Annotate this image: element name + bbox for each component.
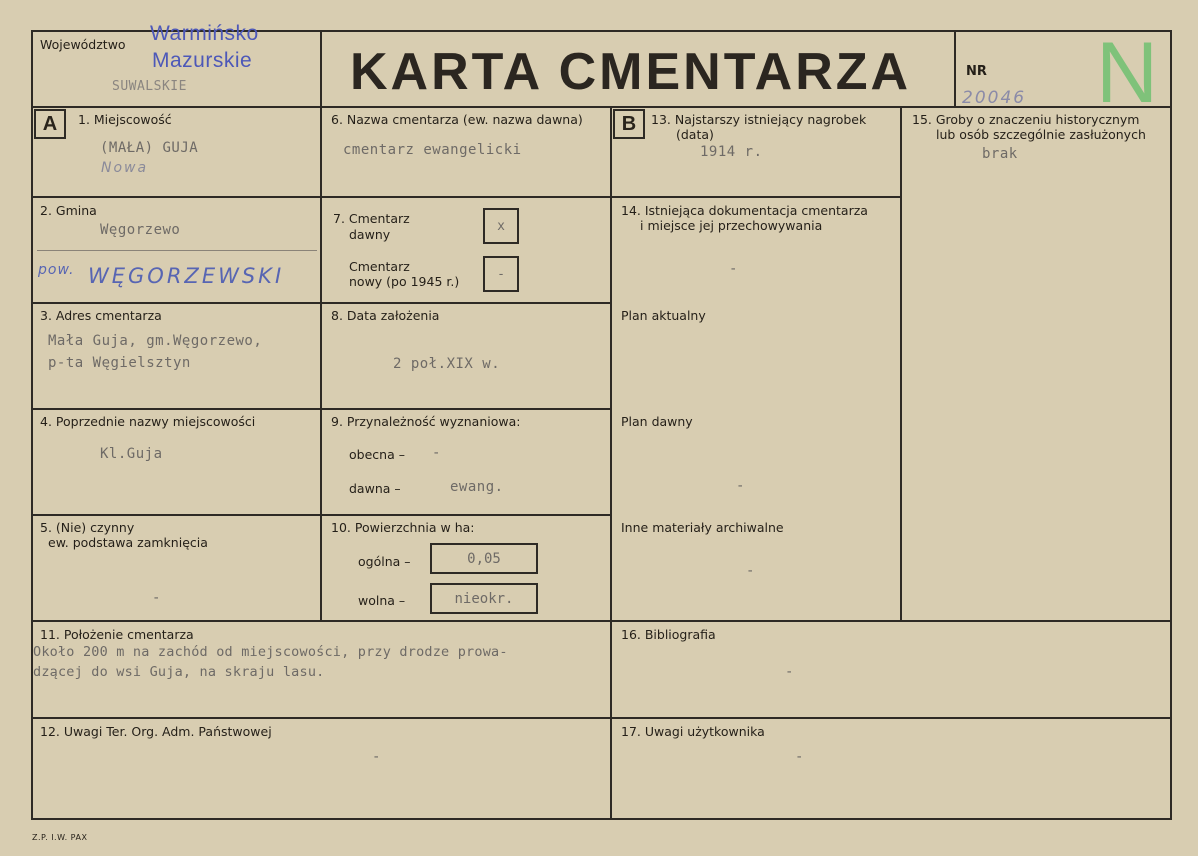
f1-note: Nowa [101, 160, 149, 176]
f2-value: Węgorzewo [100, 222, 181, 238]
f5-value: - [152, 590, 161, 606]
category-letter-mark: N [1096, 25, 1159, 121]
nr-value: 20046 [962, 88, 1027, 108]
f17-value: - [795, 749, 804, 765]
inne-materialy-label: Inne materiały archiwalne [621, 520, 784, 535]
f12-value: - [372, 749, 381, 765]
divider-col3 [900, 106, 902, 622]
f4-label: 4. Poprzednie nazwy miejscowości [40, 414, 256, 429]
row-line-5 [31, 620, 1171, 622]
f11-line1: Około 200 m na zachód od miejscowości, przy drodze prowa- [33, 644, 508, 660]
f6-value: cmentarz ewangelicki [343, 142, 522, 158]
wojewodztwo-typed-old: SUWALSKIE [112, 79, 187, 94]
row-line-3 [31, 408, 611, 410]
row-line-4 [31, 514, 611, 516]
f5-label-line2: ew. podstawa zamknięcia [48, 535, 208, 550]
f10-wolna-label: wolna – [358, 593, 406, 608]
f14-label-line1: 14. Istniejąca dokumentacja cmentarza [621, 203, 868, 218]
f9-dawna-label: dawna – [349, 481, 401, 496]
f7-nowy-label-line2: nowy (po 1945 r.) [349, 274, 460, 289]
f7-nowy-checkbox: - [483, 256, 519, 292]
frame-right [1170, 30, 1172, 820]
f16-value: - [785, 664, 794, 680]
frame-left [31, 30, 33, 820]
row-line-1 [31, 196, 611, 198]
f7-dawny-label-line1: 7. Cmentarz [333, 211, 410, 226]
f13-value: 1914 r. [700, 144, 763, 160]
f17-label: 17. Uwagi użytkownika [621, 724, 765, 739]
f3-line2: p-ta Węgielsztyn [48, 355, 191, 371]
wojewodztwo-stamp-line1: Warmińsko [150, 22, 259, 45]
gmina-pow-separator [37, 250, 317, 251]
f2-pow-prefix: pow. [38, 262, 75, 278]
divider-col1 [320, 30, 322, 622]
f3-label: 3. Adres cmentarza [40, 308, 162, 323]
frame-bottom [31, 818, 1171, 820]
f7-nowy-label-line1: Cmentarz [349, 259, 410, 274]
plan-dawny-value: - [736, 478, 745, 494]
f9-obecna-value: - [432, 445, 441, 461]
f8-value: 2 poł.XIX w. [393, 356, 501, 372]
plan-dawny-label: Plan dawny [621, 414, 693, 429]
f7-dawny-label-line2: dawny [349, 227, 391, 242]
f9-obecna-label: obecna – [349, 447, 405, 462]
f1-label: 1. Miejscowość [78, 112, 172, 127]
row-line-2 [31, 302, 611, 304]
f3-line1: Mała Guja, gm.Węgorzewo, [48, 333, 263, 349]
f14-label-line2: i miejsce jej przechowywania [640, 218, 823, 233]
printer-imprint: Z.P. I.W. PAX [32, 833, 88, 842]
f15-label-line1: 15. Groby o znaczeniu historycznym [912, 112, 1140, 127]
f5-label-line1: 5. (Nie) czynny [40, 520, 135, 535]
f9-label: 9. Przynależność wyznaniowa: [331, 414, 521, 429]
plan-aktualny-label: Plan aktualny [621, 308, 706, 323]
row-line-6 [31, 717, 1171, 719]
f10-label: 10. Powierzchnia w ha: [331, 520, 475, 535]
f8-label: 8. Data założenia [331, 308, 440, 323]
f10-ogolna-label: ogólna – [358, 554, 411, 569]
inne-materialy-value: - [746, 563, 755, 579]
f2-pow-value: WĘGORZEWSKI [88, 264, 285, 288]
f1-value: (MAŁA) GUJA [100, 140, 199, 156]
f11-label: 11. Położenie cmentarza [40, 627, 194, 642]
f10-wolna-value: nieokr. [430, 583, 538, 614]
f10-ogolna-value: 0,05 [430, 543, 538, 574]
row-line-13 [611, 196, 901, 198]
f9-dawna-value: ewang. [450, 479, 504, 495]
f4-value: Kl.Guja [100, 446, 163, 462]
f15-label-line2: lub osób szczególnie zasłużonych [936, 127, 1146, 142]
wojewodztwo-stamp-line2: Mazurskie [152, 49, 253, 72]
f2-label: 2. Gmina [40, 203, 97, 218]
card-title: KARTA CMENTARZA [350, 43, 912, 101]
f15-value: brak [982, 146, 1018, 162]
f13-label-line2: (data) [676, 127, 714, 142]
divider-nr [954, 30, 956, 108]
nr-label: NR [966, 64, 987, 79]
divider-col2 [610, 106, 612, 820]
section-b-box: B [613, 109, 645, 139]
wojewodztwo-label: Województwo [40, 37, 126, 52]
f6-label: 6. Nazwa cmentarza (ew. nazwa dawna) [331, 112, 583, 127]
f14-value: - [729, 261, 738, 277]
f16-label: 16. Bibliografia [621, 627, 716, 642]
f11-line2: dzącej do wsi Guja, na skraju lasu. [33, 664, 325, 680]
f7-dawny-checkbox: x [483, 208, 519, 244]
section-a-box: A [34, 109, 66, 139]
f13-label-line1: 13. Najstarszy istniejący nagrobek [651, 112, 867, 127]
f12-label: 12. Uwagi Ter. Org. Adm. Państwowej [40, 724, 272, 739]
